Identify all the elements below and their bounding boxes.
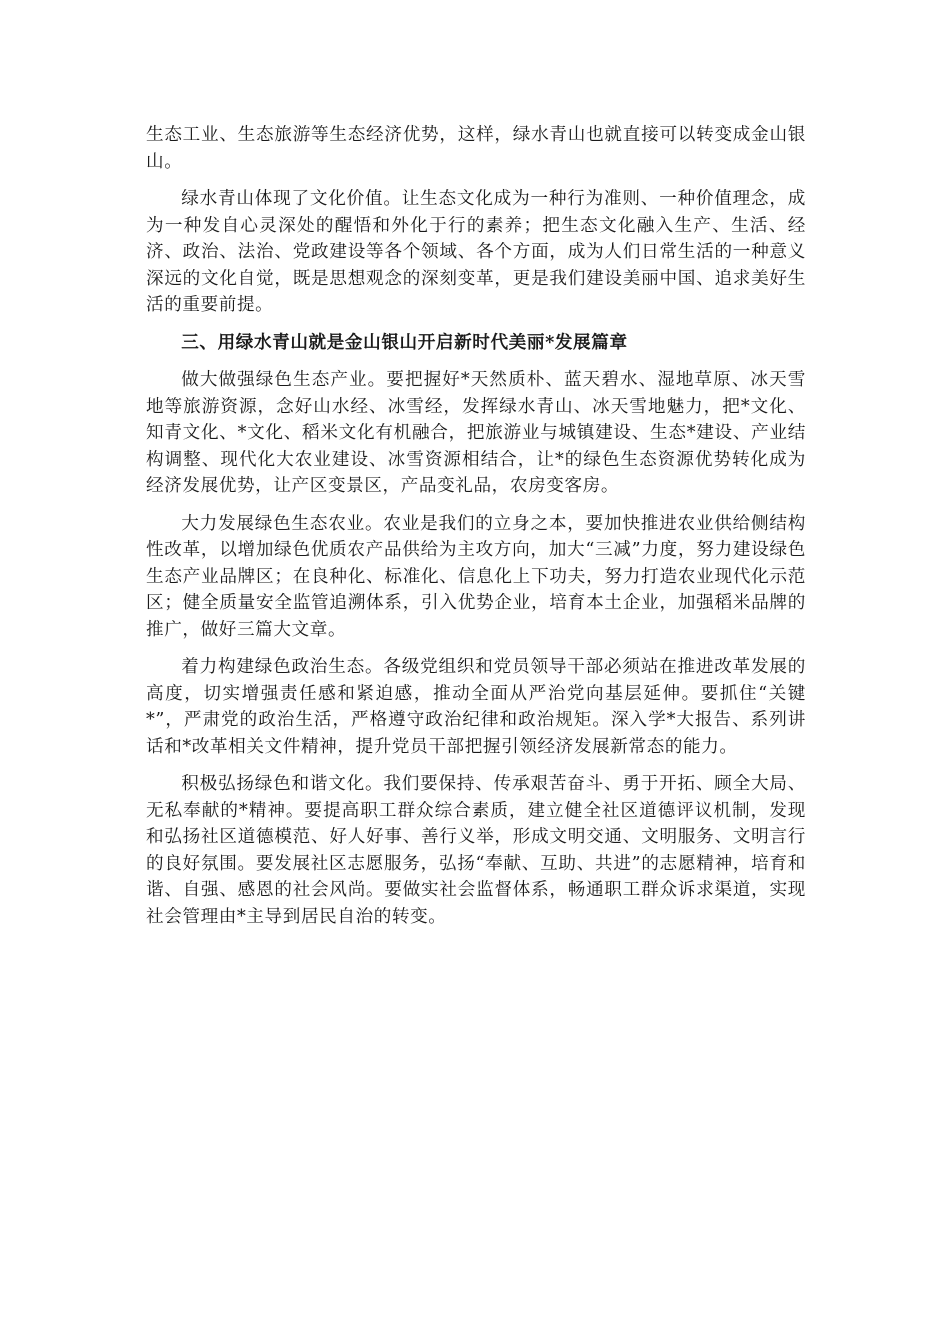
document-body	[146, 122, 806, 941]
paragraph-harmony-culture: 积极弘扬绿色和谐文化。我们要保持、传承艰苦奋斗、勇于开拓、顾全大局、无私奉献的*精神。要提高职工群众综合素质，建立健全社区道德评议机制，发现和弘扬社区道德模范、好人好事、善行义举，形成文明交通、文明服务、文明言行的良好氛围。要发展社区志愿服务，弘扬“奉献、互助、共进”的志愿精神，培育和谐、自强、感恩的社会风尚。要做实社会监督体系，畅通职工群众诉求渠道，实现社会管理由*主导到居民自治的转变。	[146, 774, 806, 927]
paragraph-eco-industry: 做大做强绿色生态产业。要把握好*天然质朴、蓝天碧水、湿地草原、冰天雪地等旅游资源，念好山水经、冰雪经，发挥绿水青山、冰天雪地魅力，把*文化、知青文化、*文化、稻米文化有机融合，把旅游业与城镇建设、生态*建设、产业结构调整、现代化大农业建设、冰雪资源相结合，让*的绿色生态资源优势转化成为经济发展优势，让产区变景区，产品变礼品，农房变客房。	[146, 370, 806, 496]
paragraph-political-ecology: 着力构建绿色政治生态。各级党组织和党员领导干部必须站在推进改革发展的高度，切实增强责任感和紧迫感，推动全面从严治党向基层延伸。要抓住“关键*”，严肃党的政治生活，严格遵守政治纪律和政治规矩。深入学*大报告、系列讲话和*改革相关文件精神，提升党员干部把握引领经济发展新常态的能力。	[146, 657, 806, 757]
paragraph-continuation: 生态工业、生态旅游等生态经济优势，这样，绿水青山也就直接可以转变成金山银山。	[146, 125, 806, 172]
paragraph-cultural-value: 绿水青山体现了文化价值。让生态文化成为一种行为准则、一种价值理念，成为一种发自心灵深处的醒悟和外化于行的素养；把生态文化融入生产、生活、经济、政治、法治、党政建设等各个领域、各个方面，成为人们日常生活的一种意义深远的文化自觉，既是思想观念的深刻变革，更是我们建设美丽中国、追求美好生活的重要前提。	[146, 189, 806, 315]
paragraph-eco-agriculture: 大力发展绿色生态农业。农业是我们的立身之本，要加快推进农业供给侧结构性改革，以增加绿色优质农产品供给为主攻方向，加大“三减”力度，努力建设绿色生态产业品牌区；在良种化、标准化、信息化上下功夫，努力打造农业现代化示范区；健全质量安全监管追溯体系，引入优势企业，培育本土企业，加强稻米品牌的推广，做好三篇大文章。	[146, 513, 806, 640]
section-heading: 三、用绿水青山就是金山银山开启新时代美丽*发展篇章	[181, 331, 628, 353]
